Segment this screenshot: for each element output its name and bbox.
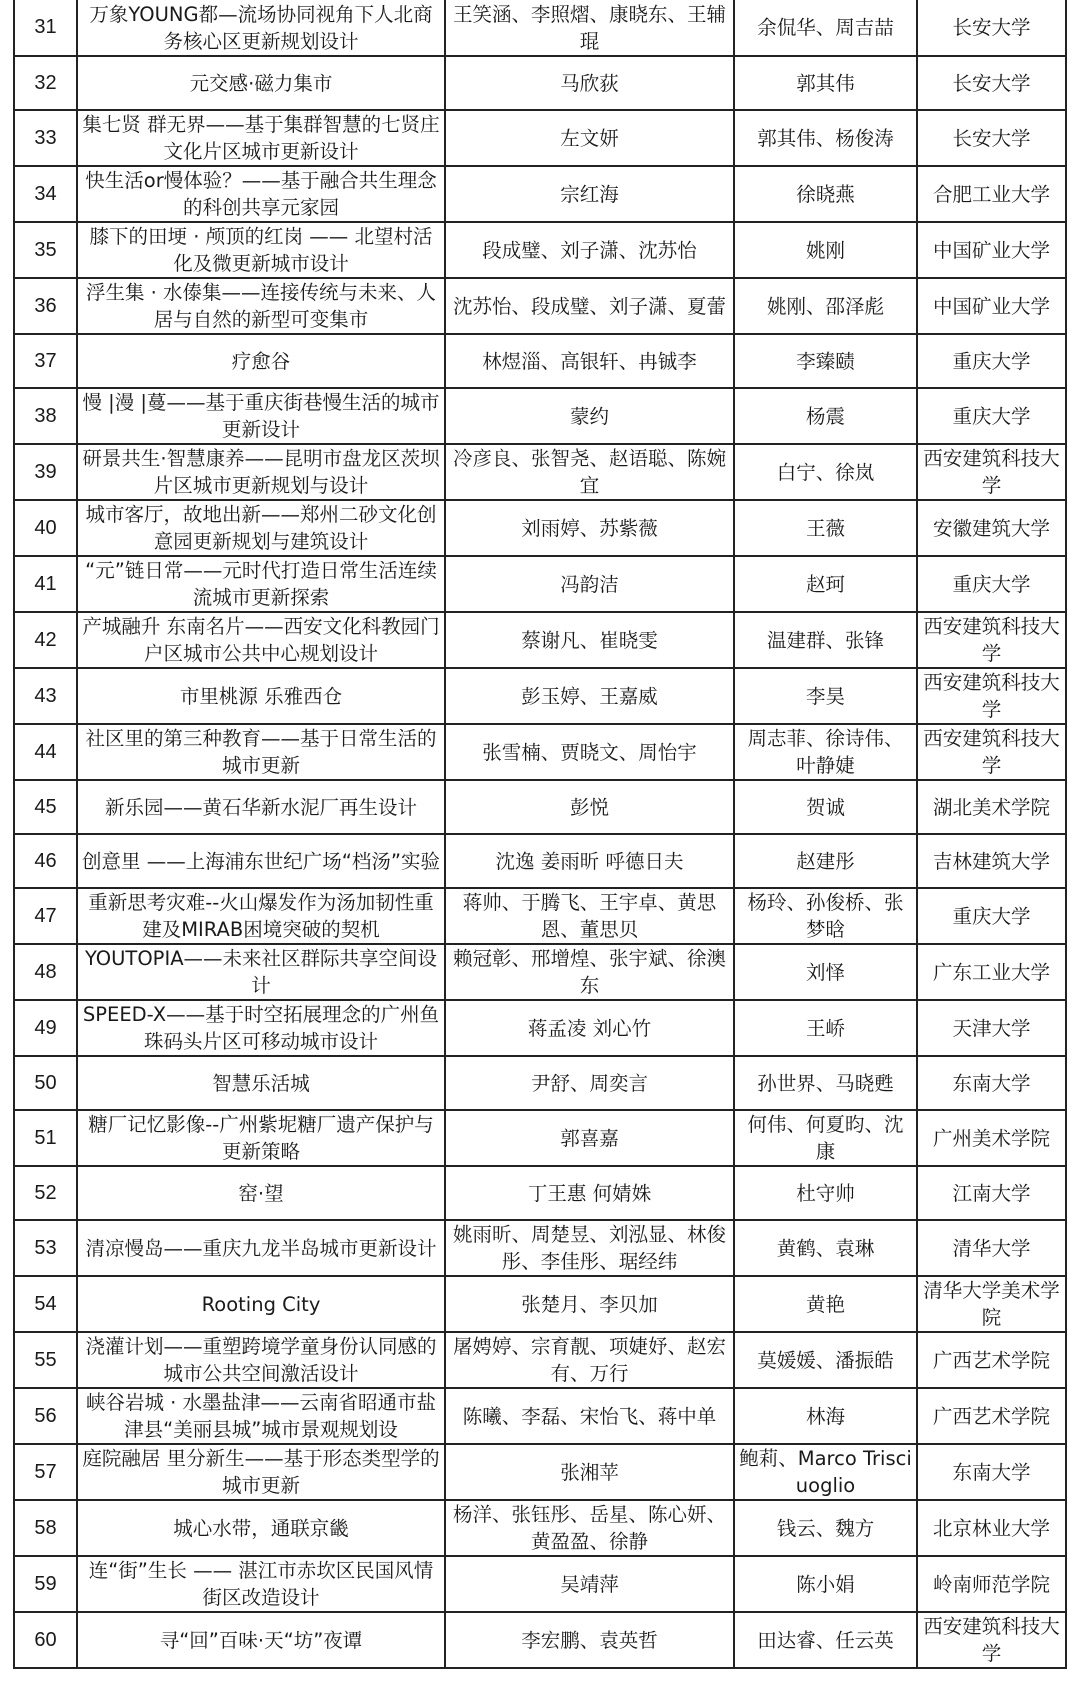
table-row xyxy=(14,1556,1066,1612)
advisors: 姚刚、邵泽彪 xyxy=(734,278,917,334)
row-number: 35 xyxy=(14,222,77,278)
table-row xyxy=(14,1220,1066,1276)
awards-sheet xyxy=(13,0,1065,1669)
project-title: 产城融升 东南名片——西安文化科教园门户区城市公共中心规划设计 xyxy=(77,612,445,668)
school-name: 湖北美术学院 xyxy=(917,780,1066,834)
school-name: 西安建筑科技大学 xyxy=(917,1612,1066,1668)
school-name: 西安建筑科技大学 xyxy=(917,612,1066,668)
table-row xyxy=(14,500,1066,556)
row-number: 39 xyxy=(14,444,77,500)
team-members: 左文妍 xyxy=(445,110,734,166)
team-members: 陈曦、李磊、宋怡飞、蒋中单 xyxy=(445,1388,734,1444)
row-number: 58 xyxy=(14,1500,77,1556)
advisors: 刘怿 xyxy=(734,944,917,1000)
row-number: 40 xyxy=(14,500,77,556)
school-name: 北京林业大学 xyxy=(917,1500,1066,1556)
table-row xyxy=(14,444,1066,500)
table-row xyxy=(14,1000,1066,1056)
school-name: 清华大学 xyxy=(917,1220,1066,1276)
project-title: 集七贤 群无界——基于集群智慧的七贤庄文化片区城市更新设计 xyxy=(77,110,445,166)
row-number: 52 xyxy=(14,1166,77,1220)
row-number: 49 xyxy=(14,1000,77,1056)
table-row xyxy=(14,110,1066,166)
advisors: 钱云、魏方 xyxy=(734,1500,917,1556)
table-row xyxy=(14,1276,1066,1332)
advisors: 林海 xyxy=(734,1388,917,1444)
row-number: 36 xyxy=(14,278,77,334)
team-members: 蔡谢凡、崔晓雯 xyxy=(445,612,734,668)
school-name: 重庆大学 xyxy=(917,888,1066,944)
team-members: 李宏鹏、袁英哲 xyxy=(445,1612,734,1668)
school-name: 东南大学 xyxy=(917,1444,1066,1500)
project-title: 慢 |漫 |蔓——基于重庆街巷慢生活的城市更新设计 xyxy=(77,388,445,444)
row-number: 47 xyxy=(14,888,77,944)
row-number: 55 xyxy=(14,1332,77,1388)
row-number: 34 xyxy=(14,166,77,222)
school-name: 广东工业大学 xyxy=(917,944,1066,1000)
advisors: 姚刚 xyxy=(734,222,917,278)
team-members: 林煜淄、高银轩、冉铖李 xyxy=(445,334,734,388)
project-title: 浮生集 · 水傣集——连接传统与未来、人居与自然的新型可变集市 xyxy=(77,278,445,334)
advisors: 黄艳 xyxy=(734,1276,917,1332)
project-title: 庭院融居 里分新生——基于形态类型学的城市更新 xyxy=(77,1444,445,1500)
table-row xyxy=(14,222,1066,278)
school-name: 西安建筑科技大学 xyxy=(917,724,1066,780)
advisors: 田达睿、任云英 xyxy=(734,1612,917,1668)
project-title: 糖厂记忆影像--广州紫坭糖厂遗产保护与更新策略 xyxy=(77,1110,445,1166)
project-title: 快生活or慢体验？——基于融合共生理念的科创共享元家园 xyxy=(77,166,445,222)
school-name: 清华大学美术学院 xyxy=(917,1276,1066,1332)
row-number: 53 xyxy=(14,1220,77,1276)
team-members: 蒋帅、于腾飞、王宇卓、黄思恩、董思贝 xyxy=(445,888,734,944)
team-members: 张楚月、李贝加 xyxy=(445,1276,734,1332)
school-name: 长安大学 xyxy=(917,110,1066,166)
table-row xyxy=(14,56,1066,110)
team-members: 蒋孟凌 刘心竹 xyxy=(445,1000,734,1056)
advisors: 鲍莉、Marco Trisciuoglio xyxy=(734,1444,917,1500)
team-members: 杨洋、张钰彤、岳星、陈心妍、黄盈盈、徐静 xyxy=(445,1500,734,1556)
project-title: 浇灌计划——重塑跨境学童身份认同感的城市公共空间激活设计 xyxy=(77,1332,445,1388)
awards-table xyxy=(13,0,1067,1669)
row-number: 42 xyxy=(14,612,77,668)
advisors: 郭其伟 xyxy=(734,56,917,110)
table-row xyxy=(14,780,1066,834)
row-number: 56 xyxy=(14,1388,77,1444)
school-name: 中国矿业大学 xyxy=(917,278,1066,334)
team-members: 宗红海 xyxy=(445,166,734,222)
team-members: 屠娉婷、宗育靓、项婕妤、赵宏有、万行 xyxy=(445,1332,734,1388)
project-title: Rooting City xyxy=(77,1276,445,1332)
table-row xyxy=(14,166,1066,222)
team-members: 张雪楠、贾晓文、周怡宇 xyxy=(445,724,734,780)
school-name: 广州美术学院 xyxy=(917,1110,1066,1166)
advisors: 王峤 xyxy=(734,1000,917,1056)
advisors: 杨震 xyxy=(734,388,917,444)
table-row xyxy=(14,334,1066,388)
team-members: 沈苏怡、段成璧、刘子潇、夏蕾 xyxy=(445,278,734,334)
team-members: 段成璧、刘子潇、沈苏怡 xyxy=(445,222,734,278)
table-row xyxy=(14,1612,1066,1668)
advisors: 黄鹤、袁琳 xyxy=(734,1220,917,1276)
advisors: 贺诚 xyxy=(734,780,917,834)
school-name: 东南大学 xyxy=(917,1056,1066,1110)
project-title: 创意里 ——上海浦东世纪广场“档汤”实验 xyxy=(77,834,445,888)
row-number: 44 xyxy=(14,724,77,780)
school-name: 广西艺术学院 xyxy=(917,1332,1066,1388)
school-name: 江南大学 xyxy=(917,1166,1066,1220)
school-name: 安徽建筑大学 xyxy=(917,500,1066,556)
advisors: 李臻赜 xyxy=(734,334,917,388)
team-members: 吴靖萍 xyxy=(445,1556,734,1612)
advisors: 莫媛媛、潘振皓 xyxy=(734,1332,917,1388)
advisors: 温建群、张锋 xyxy=(734,612,917,668)
table-row xyxy=(14,1332,1066,1388)
row-number: 45 xyxy=(14,780,77,834)
team-members: 王笑涵、李照熠、康晓东、王辅琨 xyxy=(445,0,734,56)
team-members: 蒙约 xyxy=(445,388,734,444)
table-row xyxy=(14,668,1066,724)
advisors: 周志菲、徐诗伟、叶静婕 xyxy=(734,724,917,780)
table-row xyxy=(14,944,1066,1000)
row-number: 43 xyxy=(14,668,77,724)
team-members: 张湘苹 xyxy=(445,1444,734,1500)
awards-table-body xyxy=(14,0,1066,1668)
project-title: 市里桃源 乐雅西仓 xyxy=(77,668,445,724)
school-name: 天津大学 xyxy=(917,1000,1066,1056)
table-row xyxy=(14,612,1066,668)
row-number: 59 xyxy=(14,1556,77,1612)
team-members: 刘雨婷、苏紫薇 xyxy=(445,500,734,556)
school-name: 岭南师范学院 xyxy=(917,1556,1066,1612)
project-title: 疗愈谷 xyxy=(77,334,445,388)
table-row xyxy=(14,1110,1066,1166)
table-row xyxy=(14,1500,1066,1556)
project-title: “元”链日常——元时代打造日常生活连续流城市更新探索 xyxy=(77,556,445,612)
project-title: SPEED-X——基于时空拓展理念的广州鱼珠码头片区可移动城市设计 xyxy=(77,1000,445,1056)
table-row xyxy=(14,0,1066,56)
team-members: 冷彦良、张智尧、赵语聪、陈婉宜 xyxy=(445,444,734,500)
advisors: 徐晓燕 xyxy=(734,166,917,222)
project-title: 清凉慢岛——重庆九龙半岛城市更新设计 xyxy=(77,1220,445,1276)
table-row xyxy=(14,1056,1066,1110)
table-row xyxy=(14,278,1066,334)
school-name: 中国矿业大学 xyxy=(917,222,1066,278)
team-members: 郭喜嘉 xyxy=(445,1110,734,1166)
project-title: 研景共生·智慧康养——昆明市盘龙区茨坝片区城市更新规划与设计 xyxy=(77,444,445,500)
row-number: 31 xyxy=(14,0,77,56)
row-number: 50 xyxy=(14,1056,77,1110)
advisors: 余侃华、周吉喆 xyxy=(734,0,917,56)
advisors: 杨玲、孙俊桥、张梦晗 xyxy=(734,888,917,944)
row-number: 54 xyxy=(14,1276,77,1332)
project-title: 重新思考灾难--火山爆发作为汤加韧性重建及MIRAB困境突破的契机 xyxy=(77,888,445,944)
team-members: 彭玉婷、王嘉威 xyxy=(445,668,734,724)
advisors: 陈小娟 xyxy=(734,1556,917,1612)
project-title: 窑·望 xyxy=(77,1166,445,1220)
school-name: 长安大学 xyxy=(917,0,1066,56)
project-title: 城心水带，通联京畿 xyxy=(77,1500,445,1556)
team-members: 冯韵洁 xyxy=(445,556,734,612)
team-members: 丁王惠 何婧姝 xyxy=(445,1166,734,1220)
team-members: 彭悦 xyxy=(445,780,734,834)
project-title: 社区里的第三种教育——基于日常生活的城市更新 xyxy=(77,724,445,780)
school-name: 重庆大学 xyxy=(917,388,1066,444)
school-name: 重庆大学 xyxy=(917,556,1066,612)
team-members: 尹舒、周奕言 xyxy=(445,1056,734,1110)
team-members: 姚雨昕、周楚昱、刘泓显、林俊彤、李佳彤、琚经纬 xyxy=(445,1220,734,1276)
advisors: 孙世界、马晓甦 xyxy=(734,1056,917,1110)
school-name: 广西艺术学院 xyxy=(917,1388,1066,1444)
school-name: 西安建筑科技大学 xyxy=(917,444,1066,500)
row-number: 57 xyxy=(14,1444,77,1500)
school-name: 合肥工业大学 xyxy=(917,166,1066,222)
school-name: 吉林建筑大学 xyxy=(917,834,1066,888)
table-row xyxy=(14,1444,1066,1500)
project-title: 膝下的田埂 · 颅顶的红岗 —— 北望村活化及微更新城市设计 xyxy=(77,222,445,278)
team-members: 马欣荻 xyxy=(445,56,734,110)
row-number: 37 xyxy=(14,334,77,388)
advisors: 白宁、徐岚 xyxy=(734,444,917,500)
advisors: 郭其伟、杨俊涛 xyxy=(734,110,917,166)
team-members: 沈逸 姜雨昕 呼德日夫 xyxy=(445,834,734,888)
project-title: 元交感·磁力集市 xyxy=(77,56,445,110)
table-row xyxy=(14,1388,1066,1444)
project-title: 万象YOUNG都—流场协同视角下人北商务核心区更新规划设计 xyxy=(77,0,445,56)
table-row xyxy=(14,834,1066,888)
row-number: 60 xyxy=(14,1612,77,1668)
project-title: 智慧乐活城 xyxy=(77,1056,445,1110)
advisors: 赵建彤 xyxy=(734,834,917,888)
row-number: 41 xyxy=(14,556,77,612)
advisors: 何伟、何夏昀、沈康 xyxy=(734,1110,917,1166)
project-title: 新乐园——黄石华新水泥厂再生设计 xyxy=(77,780,445,834)
project-title: YOUTOPIA——未来社区群际共享空间设计 xyxy=(77,944,445,1000)
table-row xyxy=(14,1166,1066,1220)
row-number: 51 xyxy=(14,1110,77,1166)
project-title: 峡谷岩城 · 水墨盐津——云南省昭通市盐津县“美丽县城”城市景观规划设 xyxy=(77,1388,445,1444)
row-number: 32 xyxy=(14,56,77,110)
team-members: 赖冠彰、邢增煌、张宇斌、徐澳东 xyxy=(445,944,734,1000)
project-title: 连“街”生长 —— 湛江市赤坎区民国风情街区改造设计 xyxy=(77,1556,445,1612)
table-row xyxy=(14,388,1066,444)
project-title: 寻“回”百味·天“坊”夜谭 xyxy=(77,1612,445,1668)
school-name: 重庆大学 xyxy=(917,334,1066,388)
advisors: 杜守帅 xyxy=(734,1166,917,1220)
project-title: 城市客厅，故地出新——郑州二砂文化创意园更新规划与建筑设计 xyxy=(77,500,445,556)
advisors: 赵珂 xyxy=(734,556,917,612)
advisors: 李昊 xyxy=(734,668,917,724)
table-row xyxy=(14,556,1066,612)
advisors: 王薇 xyxy=(734,500,917,556)
table-row xyxy=(14,888,1066,944)
row-number: 48 xyxy=(14,944,77,1000)
school-name: 西安建筑科技大学 xyxy=(917,668,1066,724)
school-name: 长安大学 xyxy=(917,56,1066,110)
table-row xyxy=(14,724,1066,780)
row-number: 46 xyxy=(14,834,77,888)
row-number: 38 xyxy=(14,388,77,444)
row-number: 33 xyxy=(14,110,77,166)
